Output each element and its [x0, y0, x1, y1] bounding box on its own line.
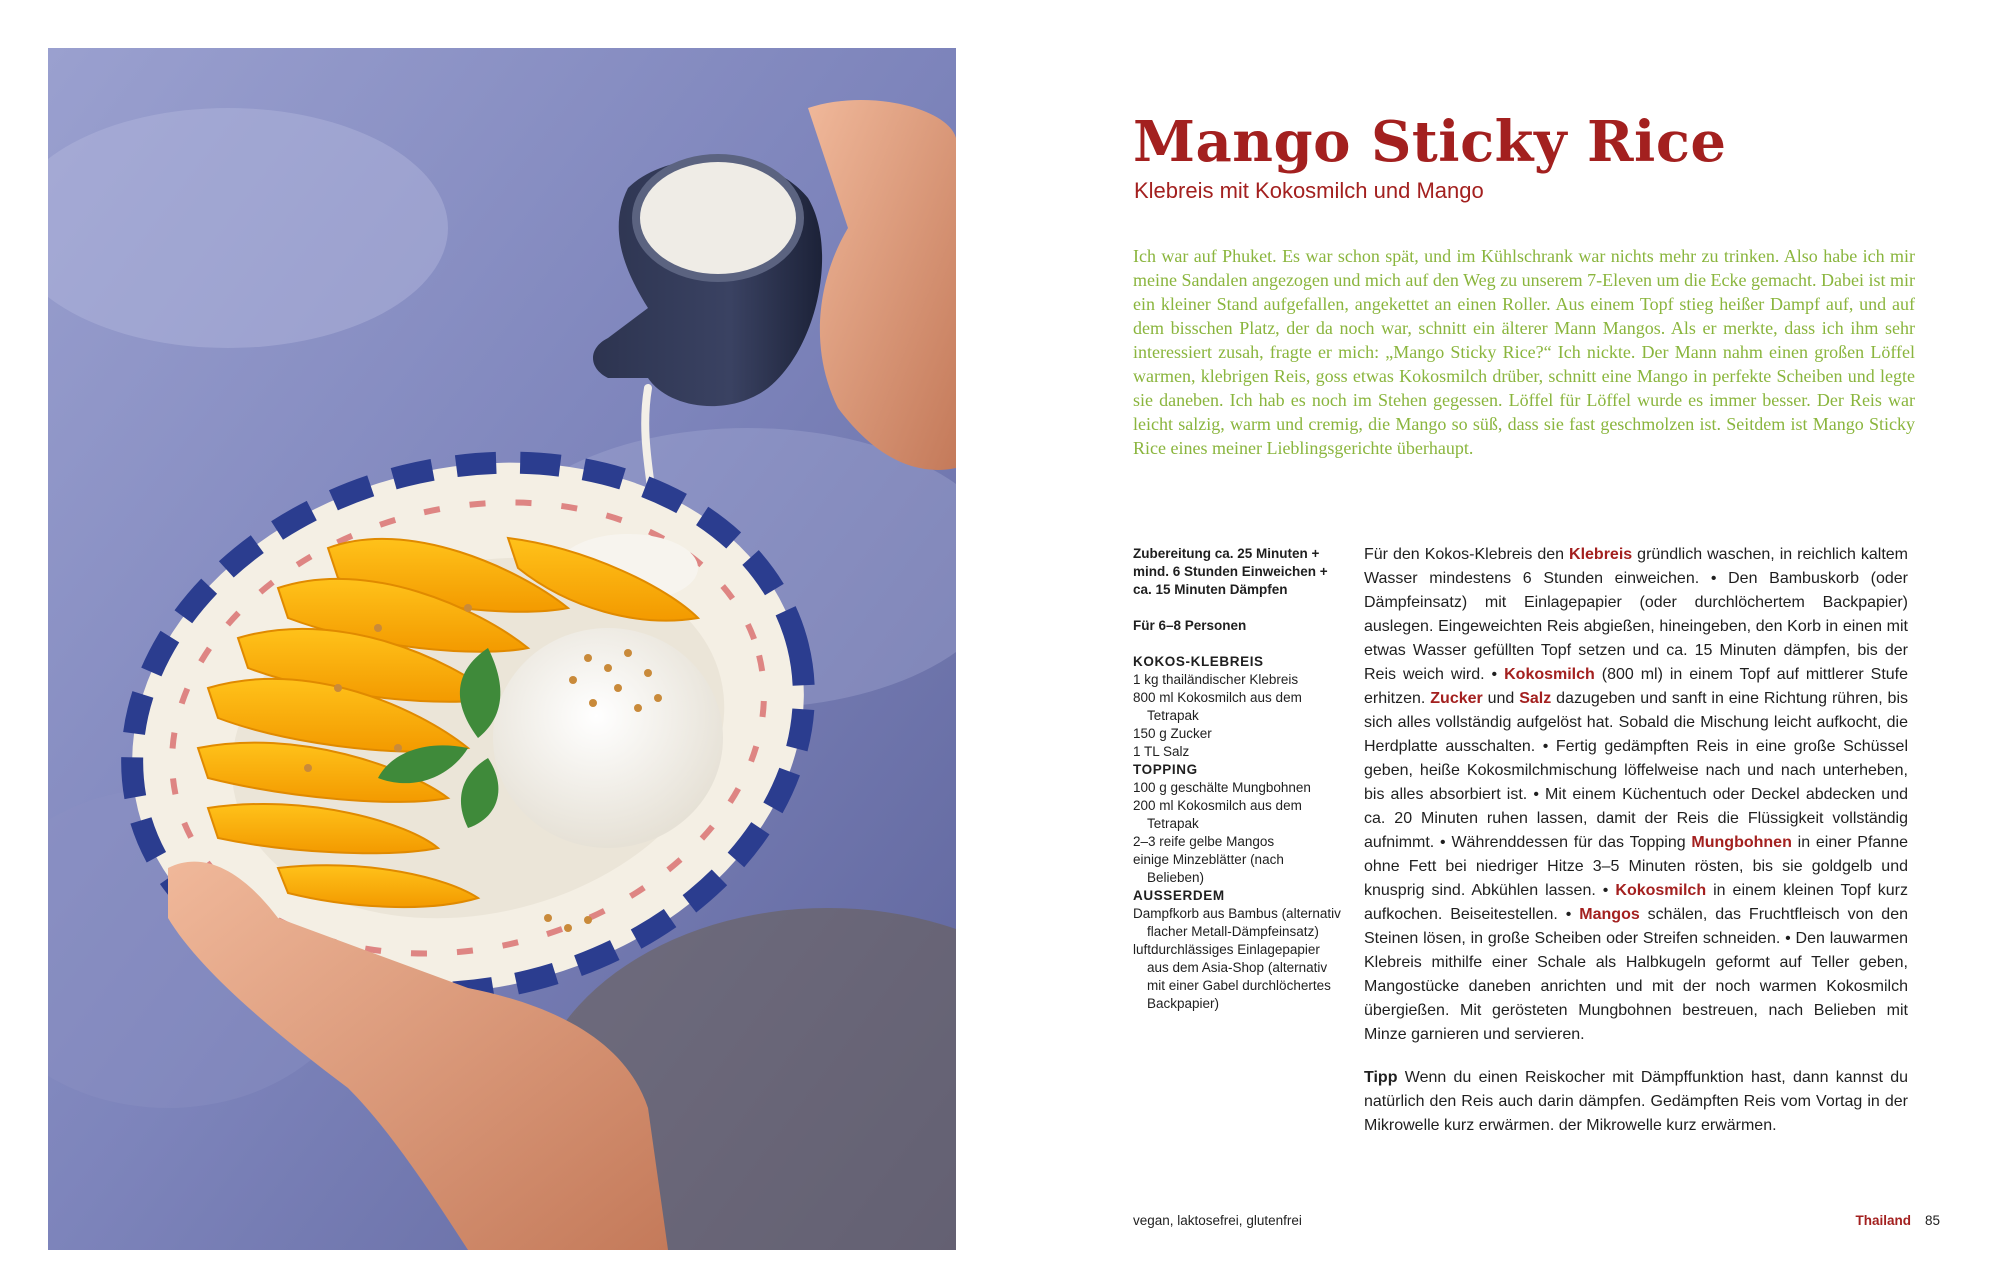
ingredient-item: 1 kg thailändischer Klebreis: [1133, 672, 1299, 687]
recipe-title: Mango Sticky Rice: [1133, 109, 1727, 175]
instruction-text: schälen, das Fruchtfleisch von den Steinen lösen, in große Scheiben oder Streifen schneiden. • Den lauwarmen Klebreis mithilfe einer Schale als Halbkugeln geformt auf Teller geben, Mangostücke daneben anrichten und mit der noch warmen Kokosmilch übergießen. Mit gerösteten Mungbohnen bestreuen, nach Belieben mit Minze garnieren und servieren.: [1364, 906, 1908, 1043]
instruction-text: (800 ml) in einem Topf auf mittlerer Stufe erhitzen.: [1364, 666, 1909, 707]
recipe-subtitle: Klebreis mit Kokosmilch und Mango: [1134, 178, 1484, 203]
tip-box: [1364, 1066, 1908, 1138]
instruction-text: und: [1482, 690, 1520, 707]
intro-story: Ich war auf Phuket. Es war schon spät, und im Kühlschrank war nichts mehr zu trinken. Also habe ich mir meine Sandalen angezogen und mich auf den Weg zu unserem 7-Eleven um die Ecke gemacht. Dabei ist mir ein kleiner Stand aufgefallen, angekettet an einen Roller. Aus einem Topf stieg heißer Dampf auf, und auf dem bisschen Platz, der da noch war, schnitt ein älterer Mann Mangos. Als er merkte, dass ich ihm sehr interessiert zusah, fragte er mich: „Mango Sticky Rice?“ Ich nickte. Der Mann nahm einen großen Löffel warmen, klebrigen Reis, goss etwas Kokosmilch drüber, schnitt eine Mango in perfekte Scheiben und legte sie daneben. Ich hab es noch im Stehen gegessen. Löffel für Löffel wurde es immer besser. Der Reis war leicht salzig, warm und cremig, die Mango so süß, dass sie fast geschmolzen ist. Seitdem ist Mango Sticky Rice eines meiner Lieblingsgerichte überhaupt.: [1133, 246, 1915, 458]
ingredient-group: [1133, 761, 1343, 887]
mango-sticky-rice-photo: [48, 48, 956, 1250]
diet-labels: vegan, laktosefrei, glutenfrei: [1133, 1213, 1302, 1228]
ingredient-item: 800 ml Kokosmilch aus dem Tetrapak: [1133, 690, 1302, 723]
instruction-text: dazugeben und sanft in eine Richtung rühren, bis sich alles vollständig aufgelöst hat. Sobald die Mischung leicht aufkocht, die Herdplatte ausschalten. • Fertig gedämpften Reis in eine große Schüssel geben, heiße Kokosmilchmischung löffelweise nach und nach unterheben, bis alles absorbiert ist. • Mit einem Küchentuch oder Deckel abdecken und ca. 20 Minuten ruhen lassen, damit der Reis die Flüssigkeit vollständig aufnimmt. • Währenddessen für das Topping: [1364, 690, 1908, 851]
page-number: 85: [1924, 1213, 1940, 1228]
ingredient-item: Dampfkorb aus Bambus (alternativ flacher Metall-Dämpfeinsatz): [1133, 906, 1341, 939]
country-label: Thailand: [1855, 1213, 1911, 1228]
ingredient-group: [1133, 653, 1343, 761]
ingredient-item: 150 g Zucker: [1133, 726, 1212, 741]
ingredient-group-heading: TOPPING: [1133, 762, 1198, 777]
ingredient-list: [1133, 779, 1343, 887]
ingredient-group-heading: KOKOS-KLEBREIS: [1133, 654, 1264, 669]
ingredient-item: 1 TL Salz: [1133, 744, 1190, 759]
recipe-photo: [48, 48, 956, 1250]
prep-time: Zubereitung ca. 25 Minuten + mind. 6 Stunden Einweichen + ca. 15 Minuten Dämpfen: [1133, 546, 1328, 597]
ingredient-highlight: Zucker: [1430, 690, 1483, 707]
tip-label: Tipp: [1364, 1069, 1398, 1086]
instruction-text: in einer Pfanne ohne Fett bei niedriger Hitze 3–5 Minuten rösten, bis sie goldgelb und knusprig sind. Abkühlen lassen. •: [1364, 834, 1908, 899]
ingredient-group-heading: AUSSERDEM: [1133, 888, 1225, 903]
ingredient-highlight: Mungbohnen: [1691, 834, 1792, 851]
instructions-text: [1364, 543, 1908, 1047]
ingredient-item: 2–3 reife gelbe Mangos: [1133, 834, 1275, 849]
ingredient-item: 200 ml Kokosmilch aus dem Tetrapak: [1133, 798, 1302, 831]
ingredient-item: einige Minzeblätter (nach Belieben): [1133, 852, 1284, 885]
instruction-text: gründlich waschen, in reichlich kaltem Wasser mindestens 6 Stunden einweichen. • Den Bambuskorb (oder Dämpfeinsatz) mit Einlagepapier (oder durchlöchertem Backpapier) auslegen. Eingeweichten Reis abgießen, hineingeben, den Korb in einen mit etwas Wasser gefüllten Topf setzen und ca. 15 Minuten dämpfen, bis der Reis weich wird. •: [1364, 546, 1908, 683]
ingredient-highlight: Mangos: [1579, 906, 1640, 923]
ingredient-highlight: Klebreis: [1569, 546, 1633, 563]
ingredient-highlight: Kokosmilch: [1504, 666, 1595, 683]
ingredient-item: 100 g geschälte Mungbohnen: [1133, 780, 1311, 795]
ingredient-highlight: Kokosmilch: [1615, 882, 1707, 899]
ingredient-item: luftdurchlässiges Einlagepapier aus dem Asia-Shop (alternativ mit einer Gabel durchlöchertes Backpapier): [1133, 942, 1331, 1011]
instruction-text: Für den Kokos-Klebreis den: [1364, 546, 1570, 563]
ingredients-sidebar: [1133, 545, 1343, 1013]
servings: Für 6–8 Personen: [1133, 618, 1247, 633]
page-footer: [1855, 1212, 1940, 1230]
instruction-text: in einem kleinen Topf kurz aufkochen. Beiseitestellen. •: [1364, 882, 1909, 923]
ingredient-highlight: Salz: [1519, 690, 1552, 707]
tip-text: Wenn du einen Reiskocher mit Dämpffunktion hast, dann kannst du natürlich den Reis auch darin dämpfen. Gedämpften Reis vom Vortag in der Mikrowelle kurz erwärmen. der Mikrowelle kurz erwärmen.: [1364, 1069, 1908, 1134]
ingredient-list: [1133, 671, 1343, 761]
ingredient-group: [1133, 887, 1343, 1013]
ingredient-list: [1133, 905, 1343, 1013]
